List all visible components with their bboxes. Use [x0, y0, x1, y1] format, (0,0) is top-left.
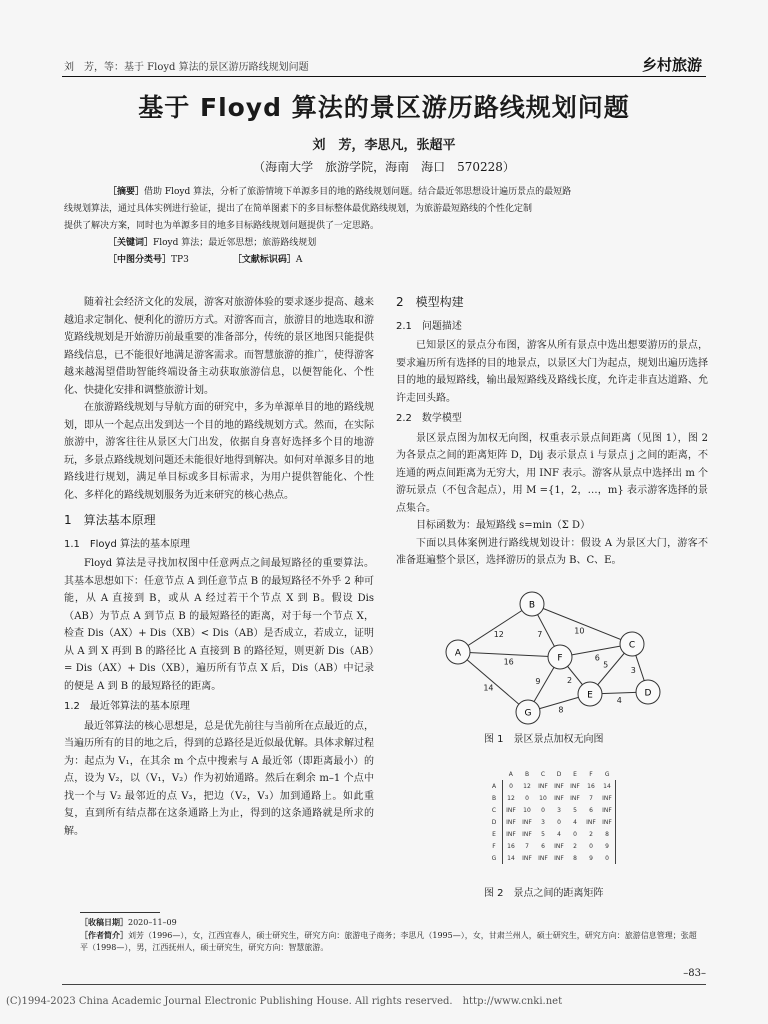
section-1-1-heading: 1.1 Floyd 算法的基本原理 — [64, 538, 190, 550]
svg-text:B: B — [528, 600, 536, 611]
graph-node-B — [520, 592, 544, 616]
distance-matrix — [486, 768, 616, 864]
matrix-cell: INF — [570, 782, 580, 790]
edge-weight-FG: 9 — [535, 676, 541, 686]
nearest-neighbor-paragraph: 最近邻算法的核心思想是，总是优先前往与当前所在点最近的点，当遍历所有的目的地之后，得到的总路径是近似最优解。具体求解过程为：起点为 V₁，在其余 m 个点中搜索与 A 最近邻（即距离最小）的点，设为 V₂，以（V₁，V₂）作为初始通路。然后在剩余 m–1 个点中找一个与 V₂ 最邻近的点 V₃，把边（V₂，V₃）加到通路上。如此重复，直到所有结点都在这条通路上为止，得到的这条通路就是所求的解。 — [64, 720, 374, 837]
matrix-cell: 4 — [573, 818, 577, 826]
section-2-heading: 2 模型构建 — [396, 295, 464, 309]
matrix-row — [486, 840, 616, 852]
floyd-paragraph: Floyd 算法是寻找加权图中任意两点之间最短路径的重要算法。其基本思想如下：任意节点 A 到任意节点 B 的最短路径不外乎 2 种可能，从 A 直接到 B，或从 A 经过若干个节点 X 到 B。假设 Dis（AB）为节点 A 到节点 B 的最短路径的距离，对于每一个节点 X，检查 Dis（AX）+ Dis（XB）< Dis（AB）是否成立，若成立，证明从 A 到 X 再到 B 的路径比 A 直接到 B 的路径短，则更新 Dis（AB）= Dis（AX）+ Dis（XB），遍历所有节点 X 后，Dis（AB）中记录的便是 A 到 B 的最短路径的距离。 — [64, 558, 375, 692]
matrix-col-header: B — [524, 770, 530, 778]
matrix-cell: 10 — [539, 794, 547, 802]
case-paragraph: 下面以具体案例进行路线规划设计：假设 A 为景区大门，游客不准备逛遍整个景区，选择游历的景点为 B、C、E。 — [396, 537, 708, 566]
edge-weight-AF: 16 — [503, 657, 514, 667]
matrix-cell: 12 — [503, 792, 520, 804]
matrix-col-header: C — [540, 770, 546, 778]
matrix-cell: INF — [503, 828, 520, 840]
matrix-cell: 8 — [573, 854, 577, 862]
matrix-cell: 7 — [525, 842, 529, 850]
intro-paragraph-1: 随着社会经济文化的发展，游客对旅游体验的要求逐步提高、越来越追求定制化、便利化的游历方式。对游客而言，旅游目的地选取和游览路线规划是开始游历前最重要的准备部分，传统的景区地图只能提供路线信息，已不能很好地满足游客需求。而智慧旅游的推广，使得游客越来越渴望借助智能终端设备主动获取旅游信息，以便智能化、个性化、快捷化安排和调整旅游计划。 — [64, 297, 374, 396]
matrix-row-header: C — [491, 806, 497, 814]
keywords: Floyd 算法；最近邻思想；旅游路线规划 — [153, 238, 317, 248]
matrix-col-header: E — [573, 770, 577, 778]
matrix-cell: 12 — [523, 782, 531, 790]
matrix-row-header: D — [491, 818, 497, 826]
section-2-1-heading: 2.1 问题描述 — [396, 320, 462, 332]
matrix-row — [486, 792, 616, 804]
clc-code: TP3 — [171, 255, 189, 265]
matrix-cell: 0 — [573, 830, 577, 838]
matrix-cell: INF — [570, 794, 580, 802]
matrix-cell: 10 — [523, 806, 531, 814]
right-column — [396, 294, 708, 570]
matrix-cell: INF — [538, 854, 548, 862]
edge-weight-GE: 8 — [558, 705, 564, 715]
matrix-header-row — [486, 768, 616, 780]
intro-paragraph-2: 在旅游路线规划与导航方面的研究中，多为单源单目的地的路线规划，即从一个起点出发到达一个目的地的路线规划方式。然而，在实际旅游中，游客往往从景区大门出发，依据自身喜好选择多个目的地游玩，多景点路线规划问题还未能很好地得到解决。如何对单源多目的地路线进行规划，满足单目标或多目标需求，为用户提供智能化、个性化、多样化的路线规划服务为近来研究的核心热点。 — [64, 402, 374, 501]
graph-node-D — [636, 680, 660, 704]
matrix-cell: 8 — [599, 828, 616, 840]
svg-text:C: C — [628, 640, 636, 651]
footnote-rule — [80, 912, 160, 913]
edge-weight-AG: 14 — [483, 683, 494, 693]
matrix-row — [486, 804, 616, 816]
matrix-cell: 0 — [503, 780, 520, 792]
figure-1-caption: 图 1 景区景点加权无向图 — [484, 734, 604, 745]
matrix-cell: 2 — [573, 842, 577, 850]
received-date: ［收稿日期］2020–11–09 — [80, 917, 177, 927]
matrix-row — [486, 828, 616, 840]
matrix-cell: INF — [599, 792, 616, 804]
svg-text:D: D — [644, 688, 652, 699]
matrix-cell: INF — [554, 854, 564, 862]
edge-weight-FE: 2 — [567, 675, 573, 685]
svg-text:A: A — [454, 648, 462, 659]
paper-affiliation: （海南大学 旅游学院，海南 海口 570228） — [253, 160, 515, 174]
section-1-2-heading: 1.2 最近邻算法的基本原理 — [64, 701, 190, 712]
graph-node-C — [620, 632, 644, 656]
matrix-cell: 0 — [599, 852, 616, 864]
figure-2-caption: 图 2 景点之间的距离矩阵 — [484, 888, 604, 899]
matrix-cell: INF — [554, 842, 564, 850]
matrix-row — [486, 816, 616, 828]
matrix-cell: INF — [503, 816, 520, 828]
matrix-cell: INF — [522, 818, 532, 826]
matrix-cell: 9 — [599, 840, 616, 852]
edge-weight-BC: 10 — [574, 626, 585, 636]
page-number: –83– — [683, 968, 706, 979]
matrix-cell: INF — [538, 782, 548, 790]
matrix-cell: INF — [599, 816, 616, 828]
abstract-block — [64, 184, 702, 269]
svg-text:G: G — [524, 708, 532, 719]
matrix-row-header: E — [492, 830, 496, 838]
abstract-label: ［摘要］ — [108, 187, 145, 197]
matrix-cell: 14 — [503, 852, 520, 864]
edge-weight-FC: 6 — [594, 653, 600, 663]
abstract-line-3: 提供了解决方案，同时也为单源多目的地多目标路线规划问题提供了一定思路。 — [64, 221, 380, 231]
matrix-cell: 6 — [541, 842, 545, 850]
abstract-line-1: ［摘要］借助 Floyd 算法，分析了旅游情境下单源多目的地的路线规划问题。结合最近邻思想设计遍历景点的最短路 — [108, 187, 572, 197]
matrix-cell: 0 — [589, 842, 593, 850]
matrix-cell: 2 — [589, 830, 593, 838]
journal-name: 乡村旅游 — [641, 56, 702, 74]
matrix-row — [486, 852, 616, 864]
matrix-cell: 14 — [599, 780, 616, 792]
matrix-cell: 6 — [589, 806, 593, 814]
matrix-cell: INF — [586, 818, 596, 826]
matrix-cell: 0 — [541, 806, 545, 814]
graph-node-E — [578, 682, 602, 706]
edge-weight-ED: 4 — [616, 695, 622, 705]
matrix-row — [486, 780, 616, 792]
matrix-cell: INF — [599, 804, 616, 816]
matrix-cell: 3 — [541, 818, 545, 826]
left-column — [64, 294, 374, 840]
matrix-cell: 0 — [557, 818, 561, 826]
matrix-col-header: A — [508, 770, 513, 778]
matrix-cell: INF — [554, 782, 564, 790]
svg-text:E: E — [587, 690, 593, 701]
matrix-cell: 16 — [587, 782, 595, 790]
svg-text:F: F — [557, 653, 563, 664]
problem-paragraph: 已知景区的景点分布图，游客从所有景点中选出想要游历的景点，要求遍历所有选择的目的地景点，以景区大门为起点，规划出遍历选择目的地的最短路线，输出最短路线及路线长度，允许走非直达道路、允许走回头路。 — [396, 340, 708, 404]
graph-edge-AF — [458, 652, 560, 657]
graph-edge-AB — [458, 604, 532, 652]
matrix-cell: 16 — [503, 840, 520, 852]
matrix-cell: INF — [554, 794, 564, 802]
matrix-cell: 7 — [589, 794, 593, 802]
abstract-line-2: 线规划算法，通过具体实例进行验证，提出了在简单图素下的多目标整体最优路线规划，为旅游最短路线的个性化定制 — [64, 204, 533, 214]
edge-weight-AB: 12 — [493, 629, 504, 639]
graph-node-F — [548, 645, 572, 669]
edge-weight-BF: 7 — [537, 629, 543, 639]
graph-edge-BC — [532, 604, 632, 644]
matrix-row-header: A — [491, 782, 497, 790]
footer-rule — [62, 984, 706, 985]
matrix-cell: 9 — [589, 854, 593, 862]
header-rule — [62, 76, 706, 77]
keywords-label: ［关键词］ — [108, 238, 154, 248]
matrix-cell: INF — [522, 830, 532, 838]
classification-line: ［中图分类号］TP3 ［文献标识码］A — [108, 255, 303, 265]
graph-edge-AG — [458, 652, 528, 712]
author-bio: ［作者简介］刘芳（1996—），女，江西宜春人，硕士研究生，研究方向：旅游电子商务；李思凡（1995—），女，甘肃兰州人，硕士研究生，研究方向：旅游信息管理；张超平（1998—），男，江西抚州人，硕士研究生，研究方向：智慧旅游。 — [80, 930, 697, 952]
graph-node-G — [516, 700, 540, 724]
edge-weight-CD: 3 — [630, 666, 636, 676]
matrix-col-header: G — [604, 770, 610, 778]
section-1-heading: 1 算法基本原理 — [64, 513, 156, 527]
matrix-col-header: D — [556, 770, 562, 778]
doc-code: A — [295, 255, 303, 265]
keywords-line — [64, 235, 702, 252]
copyright-notice: (C)1994-2023 China Academic Journal Electronic Publishing House. All rights reserved. http://www.cnki.net — [6, 996, 563, 1007]
matrix-cell: INF — [522, 854, 532, 862]
paper-authors: 刘 芳，李思凡，张超平 — [312, 138, 456, 153]
paper-title: 基于 Floyd 算法的景区游历路线规划问题 — [138, 93, 630, 122]
edge-weight-CE: 5 — [603, 660, 609, 670]
matrix-cell: 5 — [541, 830, 545, 838]
matrix-cell: 0 — [525, 794, 529, 802]
matrix-col-header: F — [589, 770, 593, 778]
section-2-2-heading: 2.2 数学模型 — [396, 413, 462, 424]
graph-node-A — [446, 640, 470, 664]
matrix-row-header: G — [491, 854, 497, 862]
matrix-cell: 5 — [573, 806, 577, 814]
running-header: 刘 芳，等：基于 Floyd 算法的景区游历路线规划问题 — [64, 62, 309, 73]
matrix-row-header: F — [492, 842, 496, 850]
matrix-row-header: B — [491, 794, 497, 802]
objective-formula: 目标函数为：最短路线 s=min（Σ D） — [416, 520, 591, 531]
matrix-cell: 3 — [557, 806, 561, 814]
matrix-cell: 4 — [557, 830, 561, 838]
weighted-graph-figure — [430, 586, 680, 726]
footnotes — [80, 916, 704, 954]
model-paragraph: 景区景点图为加权无向图，权重表示景点间距离（见图 1），图 2 为各景点之间的距离矩阵 D，Dij 表示景点 i 与景点 j 之间的距离，不连通的两点间距离为无穷大，用 INF 表示。游客从景点中选择出 m 个游玩景点（不包含起点），用 M ={1，2，…，m} 表示游客选择的景点集合。 — [396, 432, 708, 514]
matrix-cell: INF — [503, 804, 520, 816]
